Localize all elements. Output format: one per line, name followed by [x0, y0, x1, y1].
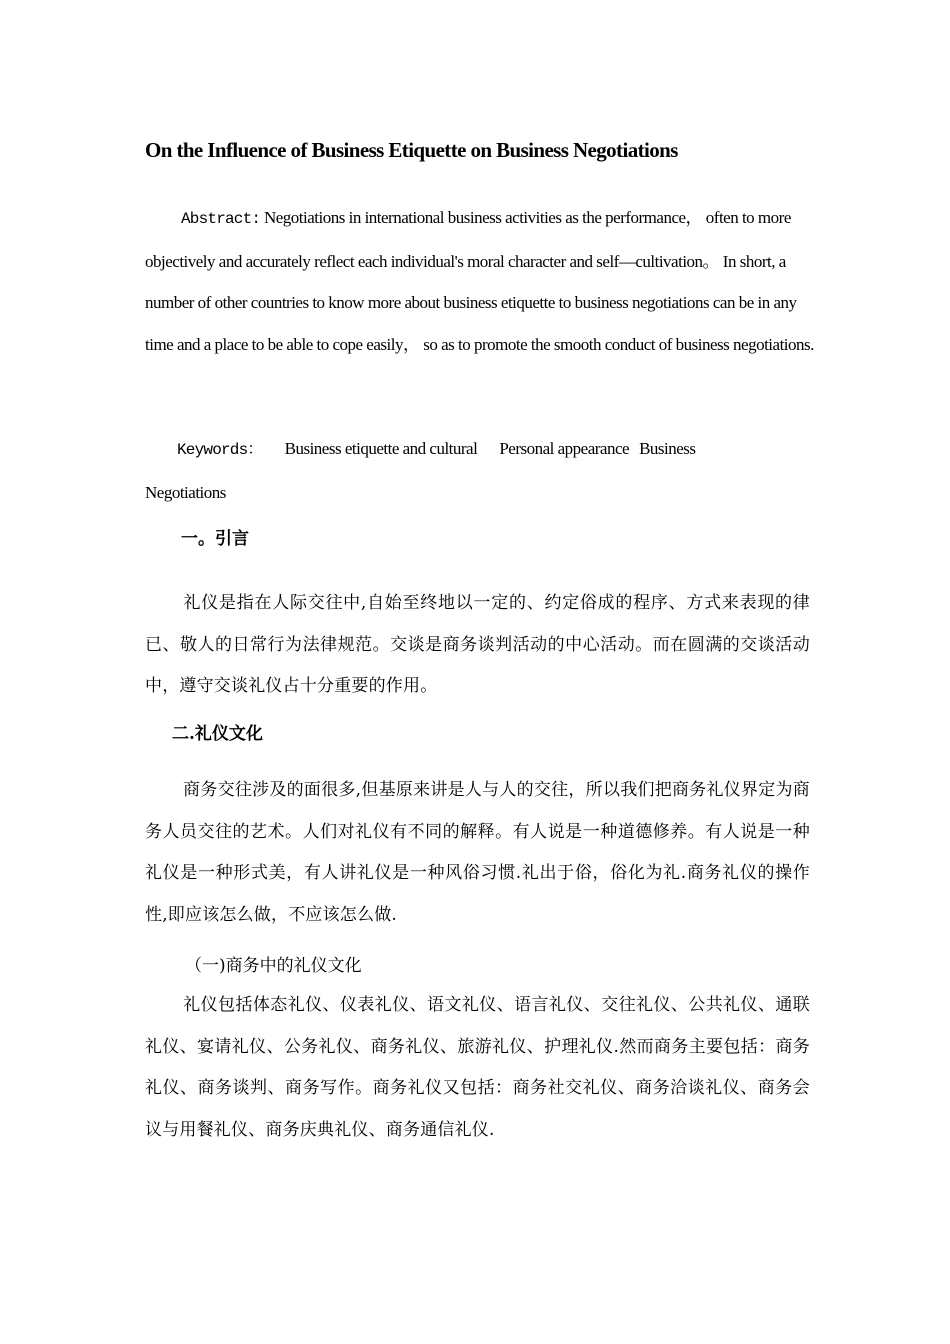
section-heading-etiquette-culture: 二.礼仪文化: [172, 724, 263, 744]
etiquette-culture-text: 商务交往涉及的面很多,但基原来讲是人与人的交往，所以我们把商务礼仪界定为商务人员交往的艺术。人们对礼仪有不同的解释。有人说是一种道德修养。有人说是一种礼仪是一种形式美，有人讲礼仪是一种风俗习惯.礼出于俗，俗化为礼.商务礼仪的操作性,即应该怎么做，不应该怎么做.: [145, 780, 810, 925]
abstract-paragraph: [145, 197, 815, 365]
keywords-label: Keywords：: [177, 441, 263, 459]
keyword-item: Business: [639, 439, 696, 458]
keyword-item: Business etiquette and cultural: [284, 439, 478, 458]
keyword-item: Negotiations: [145, 482, 226, 502]
paper-title: On the Influence of Business Etiquette on Business Negotiations: [145, 138, 678, 162]
keywords-paragraph: [145, 428, 815, 513]
keyword-item: Personal appearance: [499, 439, 630, 458]
section-heading-introduction: 一。引言: [181, 529, 249, 549]
subsection-heading: （一)商务中的礼仪文化: [185, 956, 362, 976]
subsection-paragraph: [145, 985, 810, 1151]
etiquette-culture-paragraph: [145, 770, 810, 936]
abstract-text: Negotiations in international business activities as the performance， often to more objectively and accurately reflect each individual's moral character and self—cultivation。 In short, a number of other countries to know more about business etiquette to business negotiations can be in any time and a place to be able to cope easily， so as to promote the smooth conduct of business negotiations.: [145, 208, 814, 354]
intro-text: 礼仪是指在人际交往中,自始至终地以一定的、约定俗成的程序、方式来表现的律已、敬人的日常行为法律规范。交谈是商务谈判活动的中心活动。而在圆满的交谈活动中，遵守交谈礼仪占十分重要的作用。: [145, 593, 810, 696]
intro-paragraph: [145, 583, 810, 708]
abstract-label: Abstract:: [181, 210, 261, 228]
subsection-text: 礼仪包括体态礼仪、仪表礼仪、语文礼仪、语言礼仪、交往礼仪、公共礼仪、通联礼仪、宴请礼仪、公务礼仪、商务礼仪、旅游礼仪、护理礼仪.然而商务主要包括：商务礼仪、商务谈判、商务写作。商务礼仪又包括：商务社交礼仪、商务洽谈礼仪、商务会议与用餐礼仪、商务庆典礼仪、商务通信礼仪.: [145, 995, 810, 1140]
